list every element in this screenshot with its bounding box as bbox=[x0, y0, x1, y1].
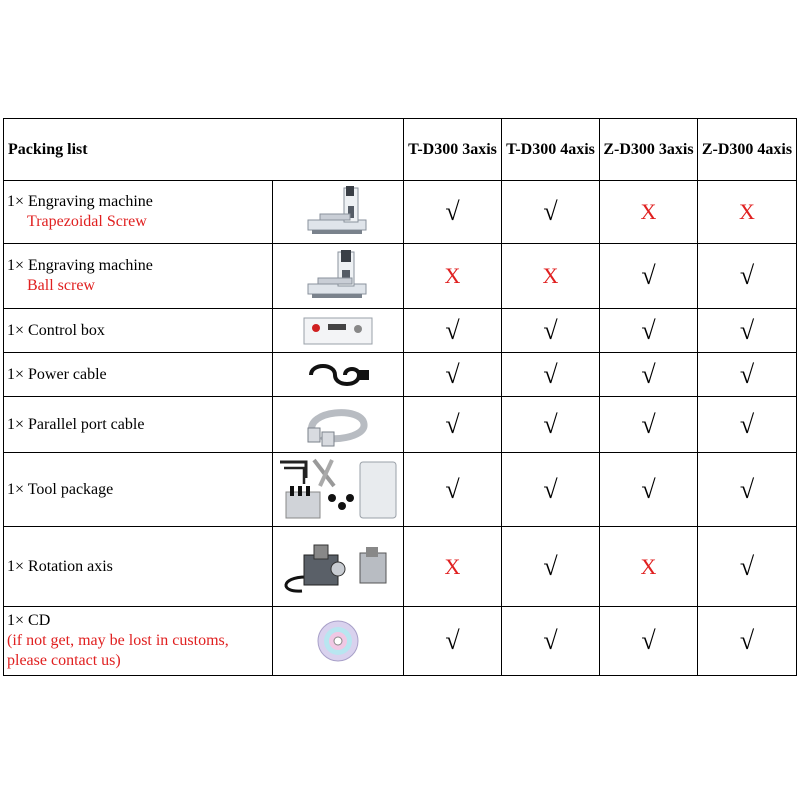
mark-cell bbox=[404, 244, 502, 309]
parallel-cable-icon bbox=[273, 397, 404, 453]
tool-package-icon bbox=[273, 453, 404, 527]
packing-list-title: Packing list bbox=[4, 119, 404, 181]
rotation-axis-icon bbox=[273, 527, 404, 607]
check-icon: √ bbox=[739, 474, 755, 504]
item-cell bbox=[4, 607, 273, 676]
check-icon: √ bbox=[739, 261, 755, 290]
check-icon: √ bbox=[543, 551, 558, 581]
mark-cell bbox=[502, 397, 600, 453]
item-note: please contact us) bbox=[7, 652, 121, 669]
table-row bbox=[4, 397, 797, 453]
mark-cell bbox=[698, 181, 797, 244]
cross-icon: X bbox=[444, 263, 461, 288]
mark-cell bbox=[404, 353, 502, 397]
item-sub-label: Ball screw bbox=[27, 277, 95, 294]
mark-cell bbox=[404, 453, 502, 527]
check-icon: √ bbox=[543, 626, 558, 655]
cross-icon: X bbox=[444, 553, 461, 579]
mark-cell bbox=[502, 353, 600, 397]
cross-icon: X bbox=[640, 553, 657, 579]
mark-cell bbox=[600, 607, 698, 676]
check-icon: √ bbox=[543, 409, 558, 439]
mark-cell bbox=[698, 244, 797, 309]
item-cell bbox=[4, 309, 273, 353]
model-header-z-d300-4axis: Z-D300 4axis bbox=[698, 119, 797, 181]
mark-cell bbox=[502, 453, 600, 527]
mark-cell bbox=[698, 453, 797, 527]
item-label: 1× CD bbox=[7, 612, 51, 629]
packing-list-table bbox=[3, 118, 797, 676]
check-icon: √ bbox=[641, 261, 656, 290]
item-label: 1× Engraving machine bbox=[7, 193, 153, 210]
check-icon: √ bbox=[543, 197, 558, 226]
mark-cell bbox=[404, 309, 502, 353]
item-cell bbox=[4, 181, 273, 244]
model-header-t-d300-3axis: T-D300 3axis bbox=[404, 119, 502, 181]
engraving-machine-icon bbox=[273, 244, 404, 309]
table-row bbox=[4, 607, 797, 676]
item-label: 1× Rotation axis bbox=[7, 557, 113, 575]
item-label: 1× Parallel port cable bbox=[7, 415, 145, 433]
check-icon: √ bbox=[543, 474, 558, 504]
check-icon: √ bbox=[445, 197, 460, 226]
check-icon: √ bbox=[739, 359, 755, 389]
mark-cell bbox=[600, 181, 698, 244]
mark-cell bbox=[502, 244, 600, 309]
check-icon: √ bbox=[543, 315, 558, 345]
table-row bbox=[4, 353, 797, 397]
item-label: 1× Control box bbox=[7, 321, 105, 339]
table-row bbox=[4, 527, 797, 607]
cross-icon: X bbox=[542, 263, 559, 288]
check-icon: √ bbox=[641, 474, 656, 504]
engraving-machine-icon bbox=[273, 181, 404, 244]
table-row bbox=[4, 309, 797, 353]
mark-cell bbox=[698, 527, 797, 607]
mark-cell bbox=[404, 607, 502, 676]
check-icon: √ bbox=[641, 359, 656, 389]
mark-cell bbox=[600, 309, 698, 353]
mark-cell bbox=[600, 397, 698, 453]
mark-cell bbox=[404, 527, 502, 607]
check-icon: √ bbox=[641, 626, 656, 655]
mark-cell bbox=[502, 527, 600, 607]
check-icon: √ bbox=[445, 474, 460, 504]
mark-cell bbox=[698, 353, 797, 397]
mark-cell bbox=[502, 309, 600, 353]
cross-icon: X bbox=[739, 199, 755, 224]
item-cell bbox=[4, 397, 273, 453]
mark-cell bbox=[600, 527, 698, 607]
mark-cell bbox=[502, 181, 600, 244]
item-sub-label: Trapezoidal Screw bbox=[27, 213, 147, 230]
check-icon: √ bbox=[445, 626, 460, 655]
cd-icon bbox=[273, 607, 404, 676]
model-header-z-d300-3axis: Z-D300 3axis bbox=[600, 119, 698, 181]
item-cell bbox=[4, 353, 273, 397]
mark-cell bbox=[404, 397, 502, 453]
table-row bbox=[4, 453, 797, 527]
mark-cell bbox=[600, 353, 698, 397]
check-icon: √ bbox=[641, 409, 656, 439]
item-label: 1× Engraving machine bbox=[7, 257, 153, 274]
item-cell bbox=[4, 453, 273, 527]
control-box-icon bbox=[273, 309, 404, 353]
check-icon: √ bbox=[739, 626, 755, 655]
mark-cell bbox=[698, 607, 797, 676]
check-icon: √ bbox=[445, 359, 460, 389]
header-row bbox=[4, 119, 797, 181]
item-note: (if not get, may be lost in customs, bbox=[7, 632, 229, 649]
mark-cell bbox=[404, 181, 502, 244]
check-icon: √ bbox=[445, 315, 460, 345]
check-icon: √ bbox=[739, 315, 755, 345]
mark-cell bbox=[698, 397, 797, 453]
table-row bbox=[4, 244, 797, 309]
item-label: 1× Power cable bbox=[7, 365, 107, 383]
mark-cell bbox=[600, 453, 698, 527]
check-icon: √ bbox=[445, 409, 460, 439]
model-header-t-d300-4axis: T-D300 4axis bbox=[502, 119, 600, 181]
check-icon: √ bbox=[641, 315, 656, 345]
check-icon: √ bbox=[739, 409, 755, 439]
table-row bbox=[4, 181, 797, 244]
power-cable-icon bbox=[273, 353, 404, 397]
mark-cell bbox=[600, 244, 698, 309]
mark-cell bbox=[698, 309, 797, 353]
item-label: 1× Tool package bbox=[7, 480, 114, 498]
item-cell bbox=[4, 244, 273, 309]
cross-icon: X bbox=[640, 199, 657, 224]
item-cell bbox=[4, 527, 273, 607]
mark-cell bbox=[502, 607, 600, 676]
check-icon: √ bbox=[739, 551, 755, 581]
check-icon: √ bbox=[543, 359, 558, 389]
